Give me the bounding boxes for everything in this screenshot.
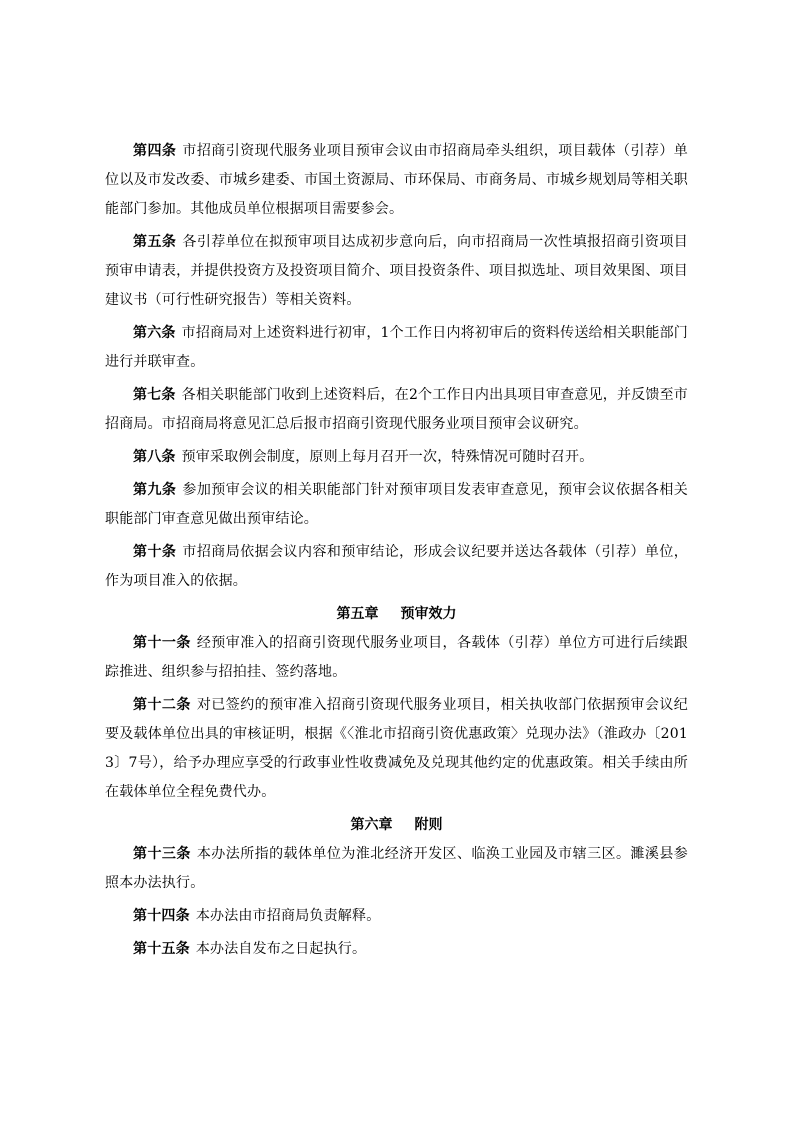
article-9 [105, 476, 688, 534]
article-text: 参加预审会议的相关职能部门针对预审项目发表审查意见，预审会议依据各相关职能部门审查意见做出预审结论。 [105, 482, 689, 527]
chapter-number: 第五章 [336, 606, 379, 622]
article-label: 第十条 [133, 544, 177, 560]
chapter-heading-6 [105, 811, 688, 840]
article-6 [105, 319, 688, 377]
chapter-title: 附则 [414, 817, 443, 833]
article-5 [105, 228, 688, 315]
article-text: 市招商引资现代服务业项目预审会议由市招商局牵头组织，项目载体（引荐）单位以及市发改委、市城乡建委、市国土资源局、市环保局、市商务局、市城乡规划局等相关职能部门参加。其他成员单位根据项目需要参会。 [105, 143, 689, 217]
article-text: 本办法由市招商局负责解释。 [195, 908, 381, 924]
article-text: 本办法所指的载体单位为淮北经济开发区、临涣工业园及市辖三区。濉溪县参照本办法执行。 [105, 846, 688, 891]
article-label: 第十二条 [133, 697, 191, 713]
chapter-heading-5 [105, 600, 688, 629]
article-text: 预审采取例会制度，原则上每月召开一次，特殊情况可随时召开。 [181, 449, 594, 465]
article-label: 第九条 [133, 482, 177, 498]
article-text: 经预审准入的招商引资现代服务业项目，各载体（引荐）单位方可进行后续跟踪推进、组织参与招拍挂、签约落地。 [105, 635, 688, 680]
article-label: 第十四条 [133, 908, 190, 924]
article-label: 第十三条 [133, 846, 191, 862]
article-label: 第四条 [133, 143, 177, 159]
article-text: 对已签约的预审准入招商引资现代服务业项目，相关执收部门依据预审会议纪要及载体单位出具的审核证明，根据《〈淮北市招商引资优惠政策〉兑现办法》（淮政办〔2013〕7号），给予办理应享受的行政事业性收费减免及兑现其他约定的优惠政策。相关手续由所在载体单位全程免费代办。 [105, 697, 688, 800]
article-text: 市招商局依据会议内容和预审结论，形成会议纪要并送达各载体（引荐）单位，作为项目准入的依据。 [105, 544, 689, 589]
article-7 [105, 381, 688, 439]
article-13 [105, 840, 688, 898]
article-text: 市招商局对上述资料进行初审，1个工作日内将初审后的资料传送给相关职能部门进行并联审查。 [105, 325, 688, 370]
article-4 [105, 137, 688, 224]
chapter-title: 预审效力 [400, 606, 457, 622]
article-text: 各引荐单位在拟预审项目达成初步意向后，向市招商局一次性填报招商引资项目预审申请表，并提供投资方及投资项目简介、项目投资条件、项目拟选址、项目效果图、项目建议书（可行性研究报告）等相关资料。 [105, 234, 689, 308]
document-body [105, 137, 688, 964]
article-label: 第七条 [133, 387, 176, 403]
article-8 [105, 443, 688, 472]
article-label: 第十五条 [133, 941, 190, 957]
article-11 [105, 629, 688, 687]
chapter-number: 第六章 [350, 817, 393, 833]
article-10 [105, 538, 688, 596]
article-label: 第六条 [133, 325, 176, 341]
article-label: 第五条 [133, 234, 177, 250]
article-label: 第十一条 [133, 635, 191, 651]
article-label: 第八条 [133, 449, 176, 465]
article-15 [105, 935, 688, 964]
article-text: 本办法自发布之日起执行。 [195, 941, 367, 957]
article-12 [105, 691, 688, 807]
article-text: 各相关职能部门收到上述资料后，在2个工作日内出具项目审查意见，并反馈至市招商局。市招商局将意见汇总后报市招商引资现代服务业项目预审会议研究。 [105, 387, 688, 432]
article-14 [105, 902, 688, 931]
